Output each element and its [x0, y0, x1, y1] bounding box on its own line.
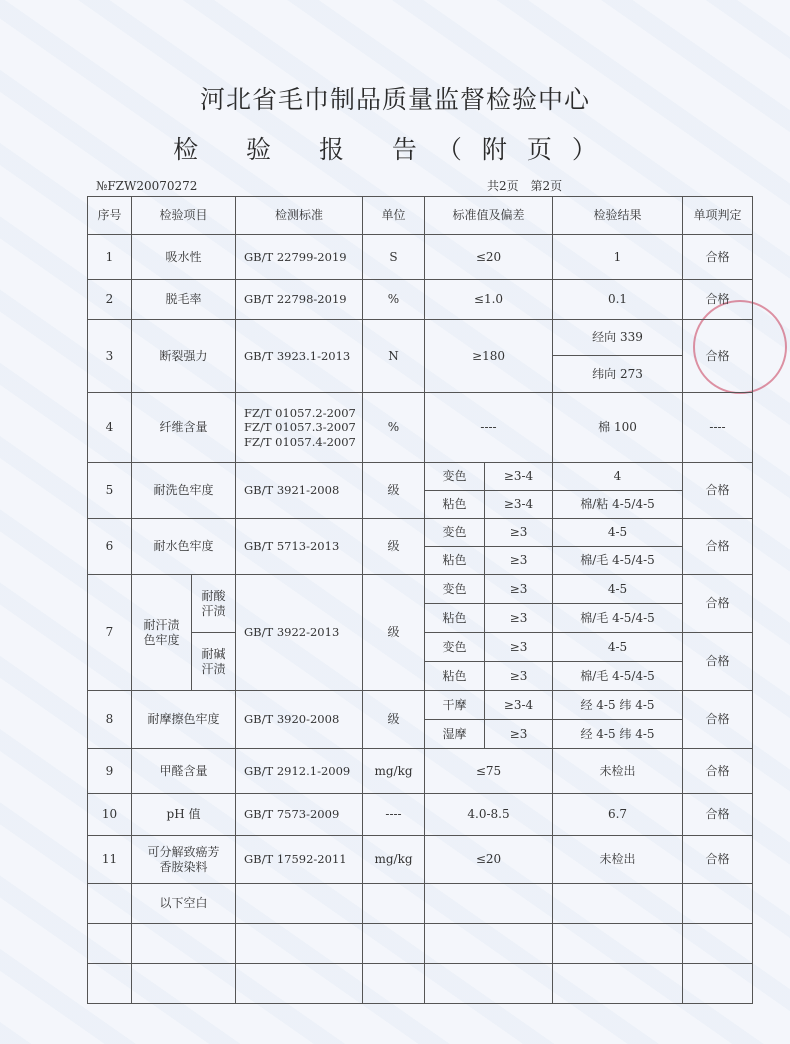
- inspection-table: [87, 196, 753, 1004]
- sub-spec: ≥3-4: [485, 491, 553, 519]
- item: 吸水性: [132, 235, 236, 280]
- unit: ----: [363, 794, 425, 836]
- result: 4-5: [553, 575, 683, 604]
- sub-spec: ≥3: [485, 547, 553, 575]
- result: 4-5: [553, 519, 683, 547]
- verdict: 合格: [683, 280, 753, 320]
- unit: mg/kg: [363, 749, 425, 794]
- verdict: 合格: [683, 836, 753, 884]
- result: 1: [553, 235, 683, 280]
- verdict: ----: [683, 393, 753, 463]
- standard: GB/T 3921-2008: [236, 463, 363, 519]
- standard: GB/T 3920-2008: [236, 691, 363, 749]
- sub-label: 干摩: [425, 691, 485, 720]
- row-no: 1: [88, 235, 132, 280]
- spec: 4.0-8.5: [425, 794, 553, 836]
- table-row: [88, 794, 753, 836]
- row-no: 5: [88, 463, 132, 519]
- result: 棉/毛 4-5/4-5: [553, 662, 683, 691]
- sub-label: 粘色: [425, 547, 485, 575]
- table-row: [88, 691, 753, 720]
- sub-spec: ≥3: [485, 604, 553, 633]
- sub-label: 粘色: [425, 604, 485, 633]
- sub-spec: ≥3-4: [485, 463, 553, 491]
- unit: N: [363, 320, 425, 393]
- verdict: 合格: [683, 235, 753, 280]
- sub-spec: ≥3: [485, 720, 553, 749]
- item: 耐水色牢度: [132, 519, 236, 575]
- verdict: 合格: [683, 519, 753, 575]
- verdict: 合格: [683, 575, 753, 633]
- sub-spec: ≥3: [485, 662, 553, 691]
- sub-label: 变色: [425, 575, 485, 604]
- blank-note: 以下空白: [132, 884, 236, 924]
- standard: GB/T 3922-2013: [236, 575, 363, 691]
- row-no: 4: [88, 393, 132, 463]
- col-header: 检测标准: [236, 197, 363, 235]
- result: 未检出: [553, 749, 683, 794]
- item: pH 值: [132, 794, 236, 836]
- report-number: №FZW20070272: [96, 179, 198, 193]
- item-line: 香胺染料: [159, 859, 208, 874]
- row-no: 6: [88, 519, 132, 575]
- table-row: [88, 463, 753, 491]
- item: [132, 836, 236, 884]
- blank-row: [88, 924, 753, 964]
- row-no: 8: [88, 691, 132, 749]
- item-line: 可分解致癌芳: [147, 844, 220, 859]
- sub-spec: ≥3: [485, 575, 553, 604]
- table-row: [88, 749, 753, 794]
- result: 棉/毛 4-5/4-5: [553, 604, 683, 633]
- verdict: 合格: [683, 320, 753, 393]
- verdict: 合格: [683, 691, 753, 749]
- acid-line: 耐酸: [201, 588, 226, 603]
- spec: ≤20: [425, 836, 553, 884]
- verdict: 合格: [683, 749, 753, 794]
- result: 4-5: [553, 633, 683, 662]
- row-no: 10: [88, 794, 132, 836]
- row-no: 11: [88, 836, 132, 884]
- result-warp: 经向 339: [553, 320, 683, 356]
- sub-label: 变色: [425, 519, 485, 547]
- sub-label: 粘色: [425, 491, 485, 519]
- org-title: 河北省毛巾制品质量监督检验中心: [199, 85, 590, 114]
- result: 4: [553, 463, 683, 491]
- table-row: [88, 519, 753, 547]
- table-row: [88, 575, 753, 604]
- standard: GB/T 7573-2009: [236, 794, 363, 836]
- col-header: 标准值及偏差: [425, 197, 553, 235]
- sub-label: 粘色: [425, 662, 485, 691]
- standard-line: FZ/T 01057.2-2007: [244, 405, 356, 420]
- result: 0.1: [553, 280, 683, 320]
- item: 甲醛含量: [132, 749, 236, 794]
- item: 耐洗色牢度: [132, 463, 236, 519]
- result: 棉 100: [553, 393, 683, 463]
- verdict: 合格: [683, 463, 753, 519]
- alkali-line: 耐碱: [201, 646, 226, 661]
- total-pages: 共2页: [487, 179, 519, 193]
- unit: 级: [363, 519, 425, 575]
- report-title: 检 验 报 告（附页）: [173, 135, 617, 164]
- standard: GB/T 22798-2019: [236, 280, 363, 320]
- page-info: [487, 177, 570, 194]
- verdict: 合格: [683, 794, 753, 836]
- col-header: 单项判定: [683, 197, 753, 235]
- table-row: [88, 280, 753, 320]
- item-line: 色牢度: [143, 632, 180, 647]
- current-page: 第2页: [530, 179, 563, 193]
- col-header: 序号: [88, 197, 132, 235]
- header-row: [88, 197, 753, 235]
- unit: S: [363, 235, 425, 280]
- item: [132, 575, 192, 691]
- standard-line: FZ/T 01057.4-2007: [244, 434, 356, 449]
- col-header: 检验结果: [553, 197, 683, 235]
- acid-line: 汗渍: [201, 603, 226, 618]
- spec: ≤1.0: [425, 280, 553, 320]
- sub-label: 湿摩: [425, 720, 485, 749]
- acid-sweat: [192, 575, 236, 633]
- sub-label: 变色: [425, 633, 485, 662]
- row-no: 3: [88, 320, 132, 393]
- spec: ----: [425, 393, 553, 463]
- result: 未检出: [553, 836, 683, 884]
- standard: GB/T 5713-2013: [236, 519, 363, 575]
- standard: GB/T 2912.1-2009: [236, 749, 363, 794]
- standard: GB/T 3923.1-2013: [236, 320, 363, 393]
- item: 纤维含量: [132, 393, 236, 463]
- spec: ≤75: [425, 749, 553, 794]
- unit: 级: [363, 463, 425, 519]
- sub-spec: ≥3: [485, 633, 553, 662]
- sub-label: 变色: [425, 463, 485, 491]
- item: 耐摩擦色牢度: [132, 691, 236, 749]
- result: 经 4-5 纬 4-5: [553, 691, 683, 720]
- row-no: 7: [88, 575, 132, 691]
- result: 棉/粘 4-5/4-5: [553, 491, 683, 519]
- sub-spec: ≥3: [485, 519, 553, 547]
- table-row: [88, 235, 753, 280]
- unit: 级: [363, 691, 425, 749]
- table-row: [88, 393, 753, 463]
- result: 经 4-5 纬 4-5: [553, 720, 683, 749]
- result-weft: 纬向 273: [553, 356, 683, 393]
- unit: 级: [363, 575, 425, 691]
- standard: GB/T 22799-2019: [236, 235, 363, 280]
- spec: ≤20: [425, 235, 553, 280]
- standard: GB/T 17592-2011: [236, 836, 363, 884]
- blank-row: [88, 964, 753, 1004]
- item: 断裂强力: [132, 320, 236, 393]
- blank-row: [88, 884, 753, 924]
- row-no: 2: [88, 280, 132, 320]
- item: 脱毛率: [132, 280, 236, 320]
- standard-line: FZ/T 01057.3-2007: [244, 420, 356, 435]
- sub-spec: ≥3-4: [485, 691, 553, 720]
- alkali-line: 汗渍: [201, 661, 226, 676]
- alkali-sweat: [192, 633, 236, 691]
- unit: mg/kg: [363, 836, 425, 884]
- result: 6.7: [553, 794, 683, 836]
- unit: %: [363, 393, 425, 463]
- table-row: [88, 836, 753, 884]
- result: 棉/毛 4-5/4-5: [553, 547, 683, 575]
- table-row: [88, 320, 753, 356]
- unit: %: [363, 280, 425, 320]
- col-header: 检验项目: [132, 197, 236, 235]
- standard: [236, 393, 363, 463]
- item-line: 耐汗渍: [143, 617, 180, 632]
- verdict: 合格: [683, 633, 753, 691]
- spec: ≥180: [425, 320, 553, 393]
- row-no: 9: [88, 749, 132, 794]
- col-header: 单位: [363, 197, 425, 235]
